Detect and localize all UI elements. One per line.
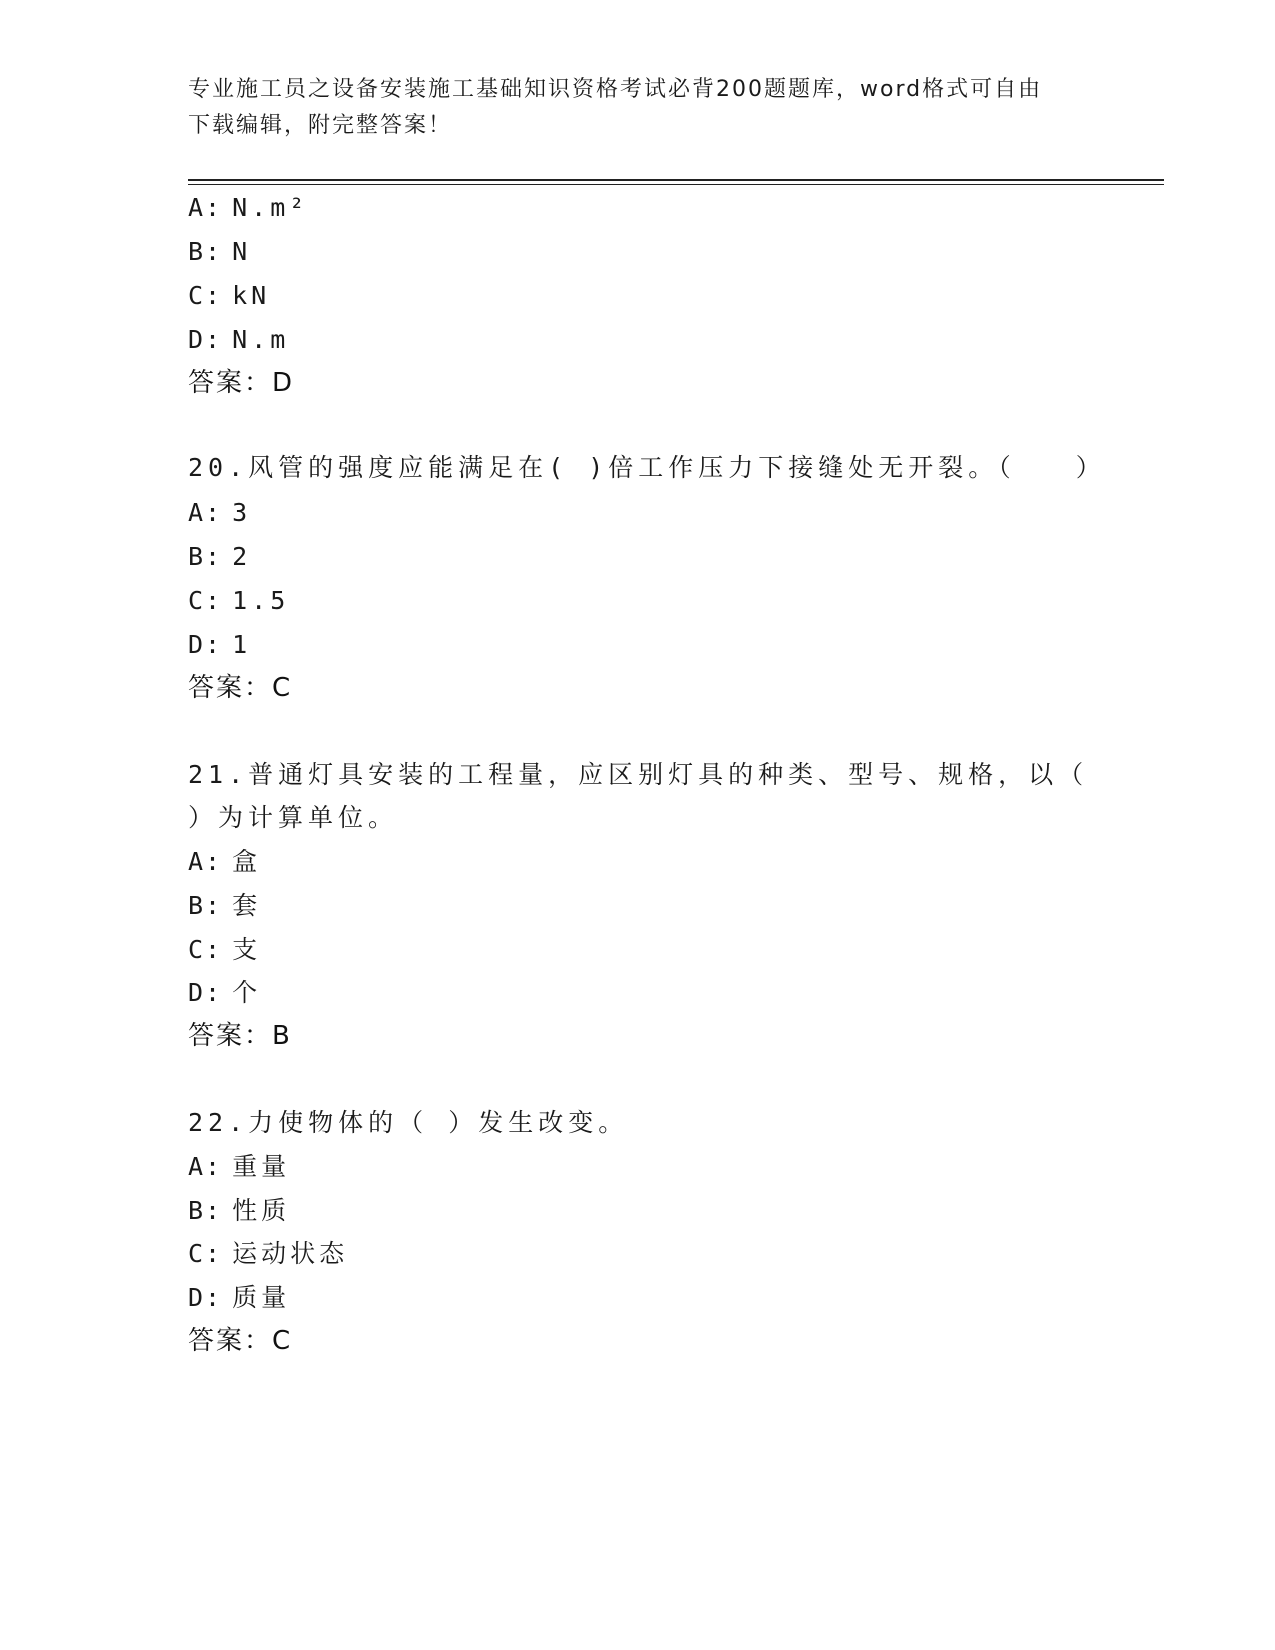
option-text: 重量 (232, 1152, 291, 1181)
option-text: 个 (232, 978, 262, 1007)
option-b (188, 1196, 290, 1226)
option-key: B: (188, 542, 223, 571)
option-a (188, 193, 308, 223)
option-text: 盒 (232, 847, 262, 876)
header-line-2: 下载编辑，附完整答案！ (188, 113, 453, 138)
option-text: N.m² (232, 193, 309, 222)
option-c (188, 281, 270, 311)
option-c (188, 935, 261, 965)
option-key: B: (188, 237, 223, 266)
option-a (188, 1152, 290, 1182)
option-key: D: (188, 1283, 223, 1312)
header-divider-thick (188, 179, 1164, 181)
option-b (188, 237, 251, 267)
option-c (188, 586, 289, 616)
option-b (188, 542, 251, 572)
option-d (188, 1283, 290, 1313)
question-stem: 22.力使物体的（ ）发生改变。 (188, 1108, 629, 1137)
document-header (188, 72, 1068, 144)
option-key: B: (188, 1196, 223, 1225)
question-stem: 21.普通灯具安装的工程量，应区别灯具的种类、型号、规格，以（ (188, 760, 1089, 789)
option-d (188, 978, 261, 1008)
option-c (188, 1239, 348, 1269)
option-text: 套 (232, 891, 262, 920)
question-stem: 20.风管的强度应能满足在( )倍工作压力下接缝处无开裂。（ ） (188, 453, 1106, 482)
answer-line: 答案：B (188, 1021, 292, 1051)
option-key: B: (188, 891, 223, 920)
option-key: A: (188, 193, 223, 222)
option-a (188, 498, 251, 528)
option-text: N.m (232, 325, 290, 354)
option-key: C: (188, 281, 223, 310)
option-text: kN (232, 281, 271, 310)
option-text: 2 (232, 542, 252, 571)
option-b (188, 891, 261, 921)
option-key: A: (188, 498, 223, 527)
header-divider-thin (188, 184, 1164, 185)
option-key: D: (188, 325, 223, 354)
option-key: D: (188, 978, 223, 1007)
option-a (188, 847, 261, 877)
option-text: 质量 (232, 1283, 291, 1312)
option-d (188, 630, 251, 660)
option-key: C: (188, 935, 223, 964)
option-key: C: (188, 1239, 223, 1268)
option-text: 1.5 (232, 586, 290, 615)
option-key: C: (188, 586, 223, 615)
option-text: 3 (232, 498, 252, 527)
option-d (188, 325, 289, 355)
option-text: 支 (232, 935, 262, 964)
answer-line: 答案：C (188, 1326, 293, 1356)
answer-line: 答案：D (188, 368, 295, 398)
question-stem-continued: ）为计算单位。 (188, 803, 399, 832)
option-text: 1 (232, 630, 252, 659)
answer-line: 答案：C (188, 673, 293, 703)
option-text: 性质 (232, 1196, 291, 1225)
header-line-1: 专业施工员之设备安装施工基础知识资格考试必背200题题库，word格式可自由 (188, 77, 1043, 102)
option-text: N (232, 237, 252, 266)
option-text: 运动状态 (232, 1239, 349, 1268)
option-key: A: (188, 847, 223, 876)
option-key: D: (188, 630, 223, 659)
option-key: A: (188, 1152, 223, 1181)
